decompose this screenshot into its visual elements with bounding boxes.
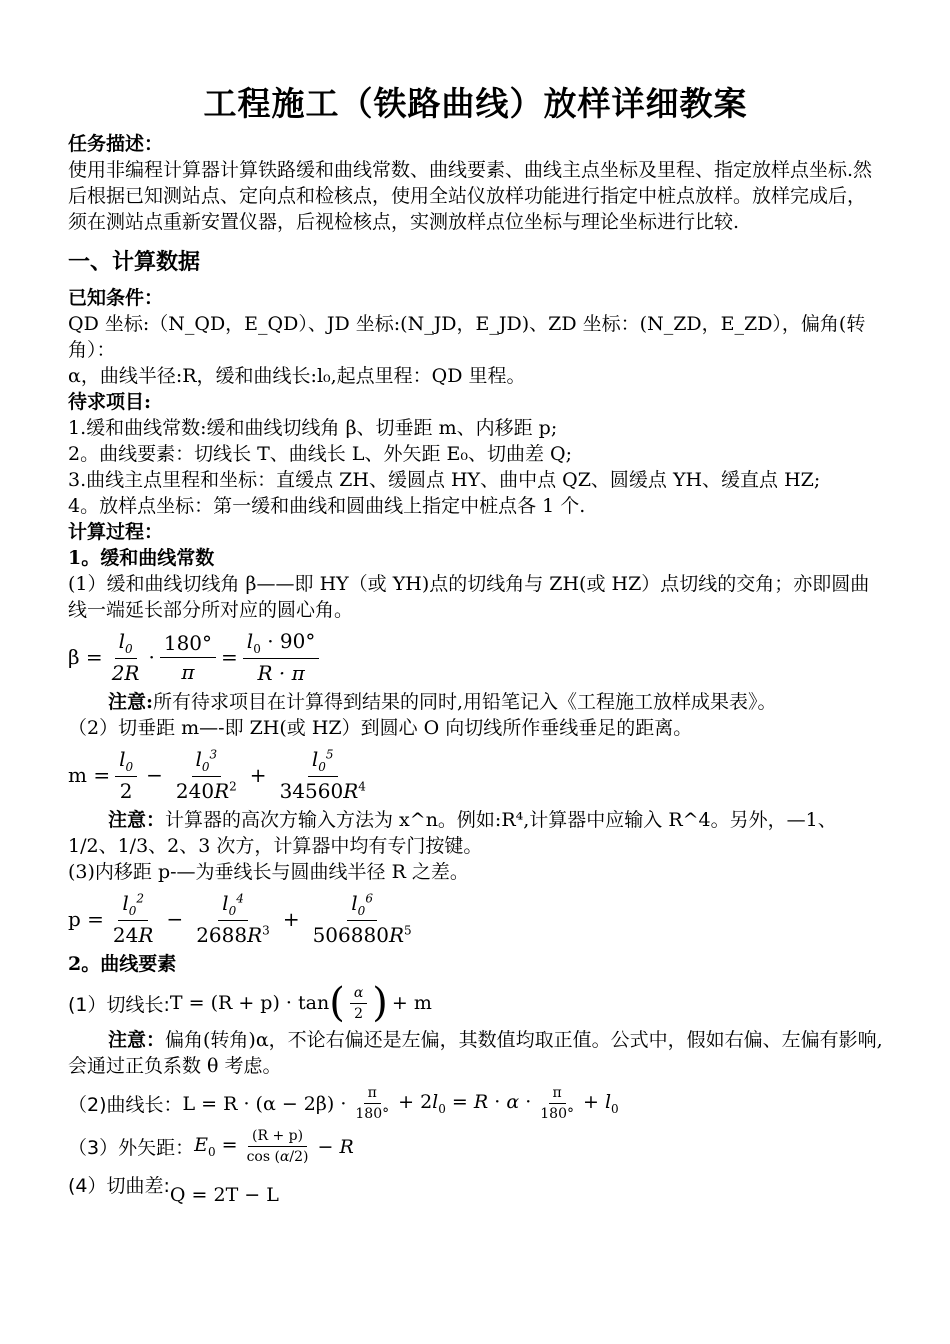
item-1: 1.缓和曲线常数:缓和曲线切线角 β、切垂距 m、内移距 p; <box>68 417 558 439</box>
subheading-2: 2。曲线要素 <box>68 953 177 975</box>
known-heading: 已知条件： <box>68 287 164 309</box>
p-description: (3)内移距 p-—为垂线长与圆曲线半径 R 之差。 <box>68 861 469 883</box>
page-title: 工程施工（铁路曲线）放样详细教案 <box>203 84 748 123</box>
Q-formula: (4）切曲差: Q = 2T − L <box>68 1171 883 1198</box>
note-2-text: 计算器的高次方输入方法为 x^n。例如:R⁴,计算器中应输入 R^4。另外，—1、1/2、1/3、2、3 次方，计算器中均有专门按键。 <box>68 809 837 857</box>
item-2: 2。曲线要素：切线长 T、曲线长 L、外矢距 E₀、切曲差 Q; <box>68 443 573 465</box>
subheading-1: 1。缓和曲线常数 <box>68 547 215 569</box>
note-3 <box>68 1027 883 1079</box>
L-formula: （2)曲线长： L = R · (α − 2β) · $\frac{\pi}{180^\circ}$ + $2l_0 = R \cdot \alpha$ · $\frac{\pi}{180^\circ}$ + $l_0$ <box>68 1085 619 1122</box>
T-formula: (1）切线长: T = (R + p) · tan ( $\frac{\alpha}{2}$ ) + m <box>68 980 432 1026</box>
item-3: 3.曲线主点里程和坐标：直缓点 ZH、缓圆点 HY、曲中点 QZ、圆缓点 YH、缓直点 HZ; <box>68 469 821 491</box>
known-line-2: α，曲线半径:R，缓和曲线长:l₀,起点里程：QD 里程。 <box>68 365 526 387</box>
item-4: 4。放样点坐标：第一缓和曲线和圆曲线上指定中桩点各 1 个. <box>68 495 586 517</box>
note-1 <box>68 689 883 715</box>
note-3-label: 注意： <box>108 1029 166 1051</box>
Q-label: (4）切曲差: <box>68 1175 170 1197</box>
note-1-text: 所有待求项目在计算得到结果的同时,用铅笔记入《工程施工放样成果表》。 <box>153 691 777 713</box>
E-label: （3）外矢距： <box>68 1137 195 1159</box>
L-label: （2)曲线长： <box>68 1094 183 1116</box>
m-description: （2）切垂距 m—-即 ZH(或 HZ）到圆心 O 向切线所作垂线垂足的距离。 <box>68 717 693 739</box>
known-line-1: QD 坐标:（N_QD，E_QD）、JD 坐标:(N_JD，E_JD)、ZD 坐标：(N_ZD，E_ZD），偏角(转角）： <box>68 313 866 361</box>
m-formula: m = $\frac{l_0}{2}$ − $\frac{l_0^3}{240R^2}$ + $\frac{l_0^5}{34560R^4}$ <box>68 747 366 803</box>
document-page <box>68 78 883 1206</box>
p-formula: p = $\frac{l_0^2}{24R}$ − $\frac{l_0^4}{2688R^3}$ + $\frac{l_0^6}{506880R^5}$ <box>68 891 412 947</box>
items-heading: 待求项目: <box>68 391 152 413</box>
T-label: (1）切线长: <box>68 993 170 1016</box>
beta-formula: β = $\frac{l_0}{2R}$ · $\frac{180^\circ}{\pi}$ = $\frac{l_0 \cdot 90^\circ}{R \cdot \pi}$ <box>68 629 883 685</box>
note-1-label: 注意: <box>108 691 154 713</box>
task-text: 使用非编程计算器计算铁路缓和曲线常数、曲线要素、曲线主点坐标及里程、指定放样点坐标.然后根据已知测站点、定向点和检核点，使用全站仪放样功能进行指定中桩点放样。放样完成后，须在测站点重新安置仪器，后视检核点，实测放样点位坐标与理论坐标进行比较. <box>68 159 873 233</box>
task-heading: 任务描述： <box>68 133 164 155</box>
note-2 <box>68 807 883 859</box>
note-3-text: 偏角(转角)α，不论右偏还是左偏，其数值均取正值。公式中，假如右偏、左偏有影响,会通过正负系数 θ 考虑。 <box>68 1029 883 1077</box>
process-heading: 计算过程： <box>68 521 164 543</box>
E-formula: （3）外矢距： $E_0$ = $\frac{(R + p)}{\cos (\alpha/2)}$ − R <box>68 1128 354 1165</box>
note-2-label: 注意： <box>108 809 166 831</box>
beta-description: (1）缓和曲线切线角 β——即 HY（或 YH)点的切线角与 ZH(或 HZ）点切线的交角；亦即圆曲线一端延长部分所对应的圆心角。 <box>68 573 870 621</box>
section-heading-1: 一、计算数据 <box>68 249 201 275</box>
